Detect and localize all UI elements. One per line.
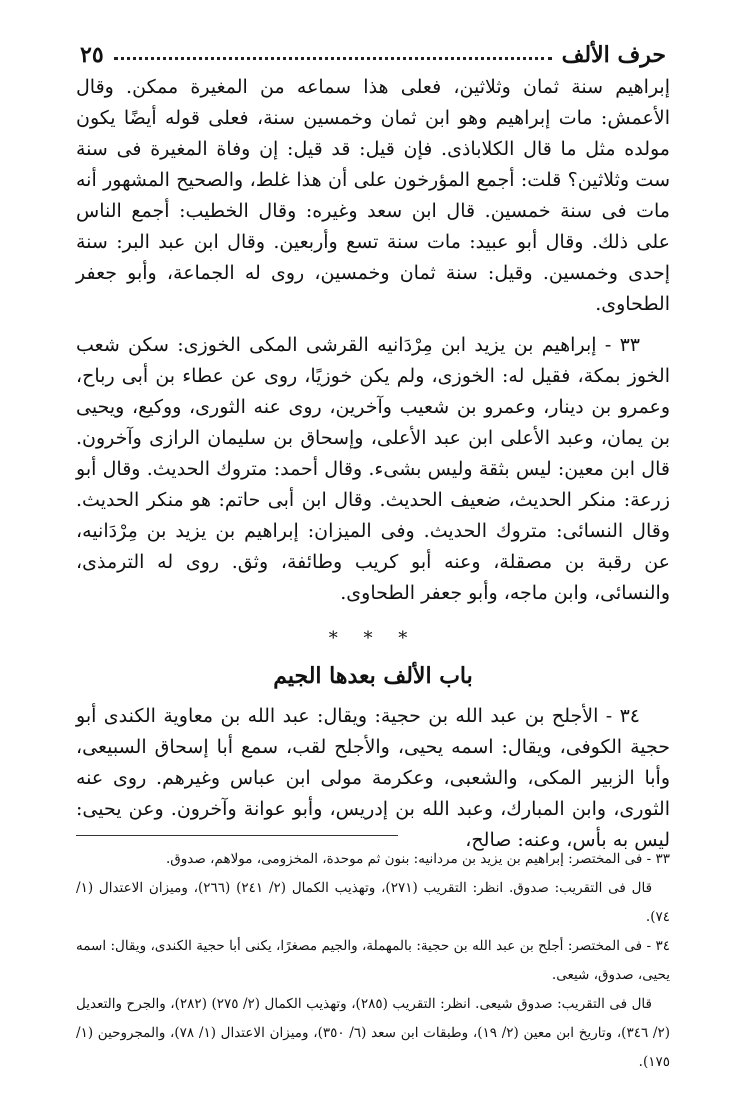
section-separator: * * * (328, 628, 418, 649)
entry-34-paragraph: ٣٤ - الأجلح بن عبد الله بن حجية: ويقال: عبد الله بن معاوية الكندى أبو حجية الكوفى، ويقال: اسمه يحيى، والأجلح لقب، سمع أبا إسحاق السبيعى، وأبا الزبير المكى، والشعبى، وعكرمة مولى ابن عباس وغيرهم. روى عنه الثورى، وابن المبارك، وعبد الله بن إدريس، وأبو عوانة وآخرون. وعن يحيى: ليس به بأس، وعنه: صالح، (76, 705, 670, 851)
main-text (76, 72, 670, 856)
footnote-33-note: قال فى التقريب: صدوق. انظر: التقريب (٢٧١)، وتهذيب الكمال (٢/ ٢٤١) (٢٦٦)، وميزان الاعتدال (١/ ٧٤). (76, 880, 670, 925)
running-title: حرف الألف (561, 42, 666, 68)
footnotes (76, 845, 670, 1077)
page-number: ٢٥ (80, 42, 104, 68)
page-header (80, 32, 666, 68)
dotted-leader (114, 57, 552, 60)
continuation-paragraph: إبراهيم سنة ثمان وثلاثين، فعلى هذا سماعه من المغيرة ممكن. وقال الأعمش: مات إبراهيم وهو ابن ثمان وخمسين سنة، فعلى قوله أيضًا يكون مولده مثل ما قال الكلاباذى. فإن قيل: قد قيل: إن وفاة المغيرة فى سنة ست وثلاثين؟ قلت: أجمع المؤرخون على أن هذا غلط، والصحيح المشهور أنه مات فى سنة خمسين. قال ابن سعد وغيره: وقال الخطيب: أجمع الناس على ذلك. وقال أبو عبيد: مات سنة تسع وأربعين. وقال ابن عبد البر: سنة إحدى وخمسين. وقيل: سنة ثمان وخمسين، روى له الجماعة، وأبو جعفر الطحاوى. (76, 76, 670, 315)
footnote-divider (76, 835, 398, 836)
footnote-34: ٣٤ - فى المختصر: أجلح بن عبد الله بن حجية: بالمهملة، والجيم مصغرًا، يكنى أبا حجية الكندى، ويقال: اسمه يحيى، صدوق، شيعى. (76, 938, 670, 983)
chapter-heading: باب الألف بعدها الجيم (273, 663, 473, 689)
footnote-34-note: قال فى التقريب: صدوق شيعى. انظر: التقريب (٢٨٥)، وتهذيب الكمال (٢/ ٢٧٥) (٢٨٢)، والجرح والتعديل (٢/ ٣٤٦)، وتاريخ ابن معين (٢/ ١٩)، وطبقات ابن سعد (٦/ ٣٥٠)، وميزان الاعتدال (١/ ٧٨)، والمجروحين (١/ ١٧٥). (76, 996, 671, 1070)
entry-33-paragraph: ٣٣ - إبراهيم بن يزيد ابن مِرْدَانيه القرشى المكى الخوزى: سكن شعب الخوز بمكة، فقيل له: الخوزى، ولم يكن خوزيًا، روى عن عطاء بن أبى رباح، وعمرو بن دينار، وعمرو بن شعيب وآخرين، روى عنه الثورى، ووكيع، ويحيى بن يمان، وعبد الأعلى ابن عبد الأعلى، وإسحاق بن سليمان الرازى وآخرون. قال ابن معين: ليس بثقة وليس بشىء. وقال أحمد: متروك الحديث. وقال أبو زرعة: منكر الحديث، ضعيف الحديث. وقال ابن أبى حاتم: هو منكر الحديث. وقال النسائى: متروك الحديث. وفى الميزان: إبراهيم بن يزيد بن مِرْدَانيه، عن رقبة بن مصقلة، وعنه أبو كريب وطائفة، وثق. روى له الترمذى، والنسائى، وابن ماجه، وأبو جعفر الطحاوى. (76, 334, 670, 604)
footnote-33: ٣٣ - فى المختصر: إبراهيم بن يزيد بن مردانيه: بنون ثم موحدة، المخزومى، مولاهم، صدوق. (165, 851, 670, 867)
